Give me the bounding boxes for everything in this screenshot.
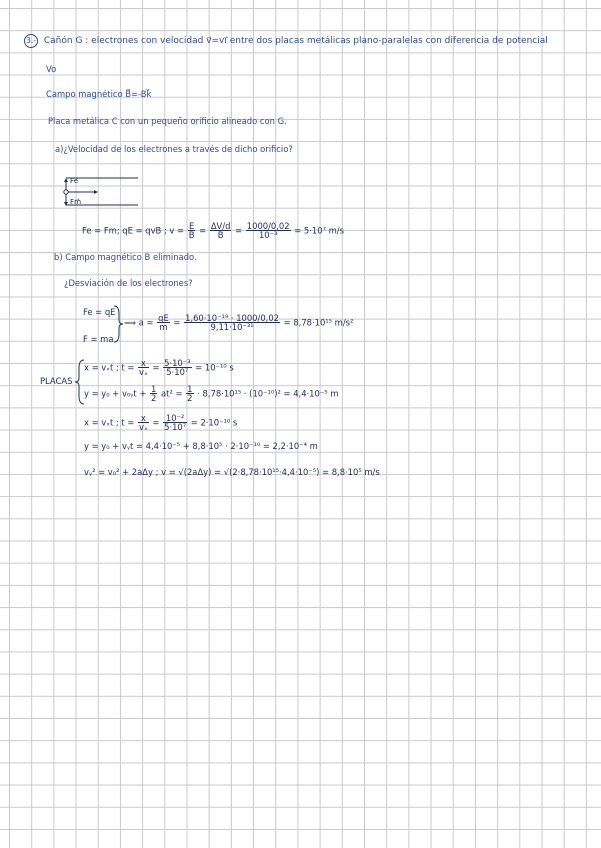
plates-label: PLACAS — [40, 376, 73, 386]
time-after-plates: x = vₓt ; t = $\frac{x}{\text{vₓ}}$ = $\frac{\text{10⁻²}}{\text{5·10⁷}}$ = 2·10⁻¹⁰ s — [84, 413, 238, 433]
part-b-title: b) Campo magnético B eliminado. — [54, 252, 197, 262]
force-equation-ma: F = ma — [83, 334, 114, 344]
statement-line-1: Cañón G : electrones con velocidad v⃗=vi⃗ entre dos placas metálicas plano-paralelas con diferencia de potencial — [43, 36, 548, 46]
deflection-in-plates: y = y₀ + v₀ᵧt + $\frac{1}{2}$ at² = $\frac{1}{2}$ · 8,78·10¹⁵ · (10⁻¹⁰)² = 4,4·10⁻⁵ m — [84, 384, 339, 404]
magnetic-field-line: Campo magnético B⃗=-Bk⃗ — [46, 89, 152, 99]
part-a-question: a)¿Velocidad de los electrones a través de dicho orificio? — [55, 144, 293, 154]
electric-force-label: Fe⃗ — [70, 176, 79, 185]
problem-number: 3.- — [24, 34, 38, 48]
magnetic-force-label: Fm⃗ — [70, 197, 82, 206]
total-deflection: y = y₀ + vᵧt = 4,4·10⁻⁵ + 8,8·10⁵ · 2·10⁻¹⁰ = 2,2·10⁻⁴ m — [84, 441, 318, 451]
statement-line-2: Vo — [46, 64, 57, 74]
final-velocity: vᵧ² = v₀² + 2aΔy ; v = √(2aΔy) = √(2·8,78·10¹⁵·4,4·10⁻⁵) = 8,8·10⁵ m/s — [84, 467, 380, 477]
time-in-plates: x = vₓt ; t = $\frac{x}{\text{vₓ}}$ = $\frac{\text{5·10⁻³}}{\text{5·10⁷}}$ = 10⁻¹⁰ s — [84, 358, 234, 378]
plate-line: Placa metálica C con un pequeño orificio alineado con G. — [48, 116, 287, 126]
force-equation-fe: Fe = qE — [83, 307, 116, 317]
right-brace — [112, 304, 124, 344]
acceleration-equation: ⟹ a = $\frac{qE}{m}$ = $\frac{\text{1,60·10⁻¹⁹ · 1000/0,02}}{\text{9,11·10⁻³¹}}$ = 8,78·10¹⁵ m/s² — [124, 313, 354, 333]
velocity-equation: Fe = Fm; qE = qvB ; v = $\frac{E}{B}$ = $\frac{\Delta V/d}{B}$ = $\frac{1000/0,02}{\text{10⁻³}}$ = 5·10⁷ m/s — [82, 221, 344, 241]
problem-statement — [24, 34, 548, 48]
electron-dot — [64, 190, 68, 194]
part-b-question: ¿Desviación de los electrones? — [64, 278, 193, 288]
